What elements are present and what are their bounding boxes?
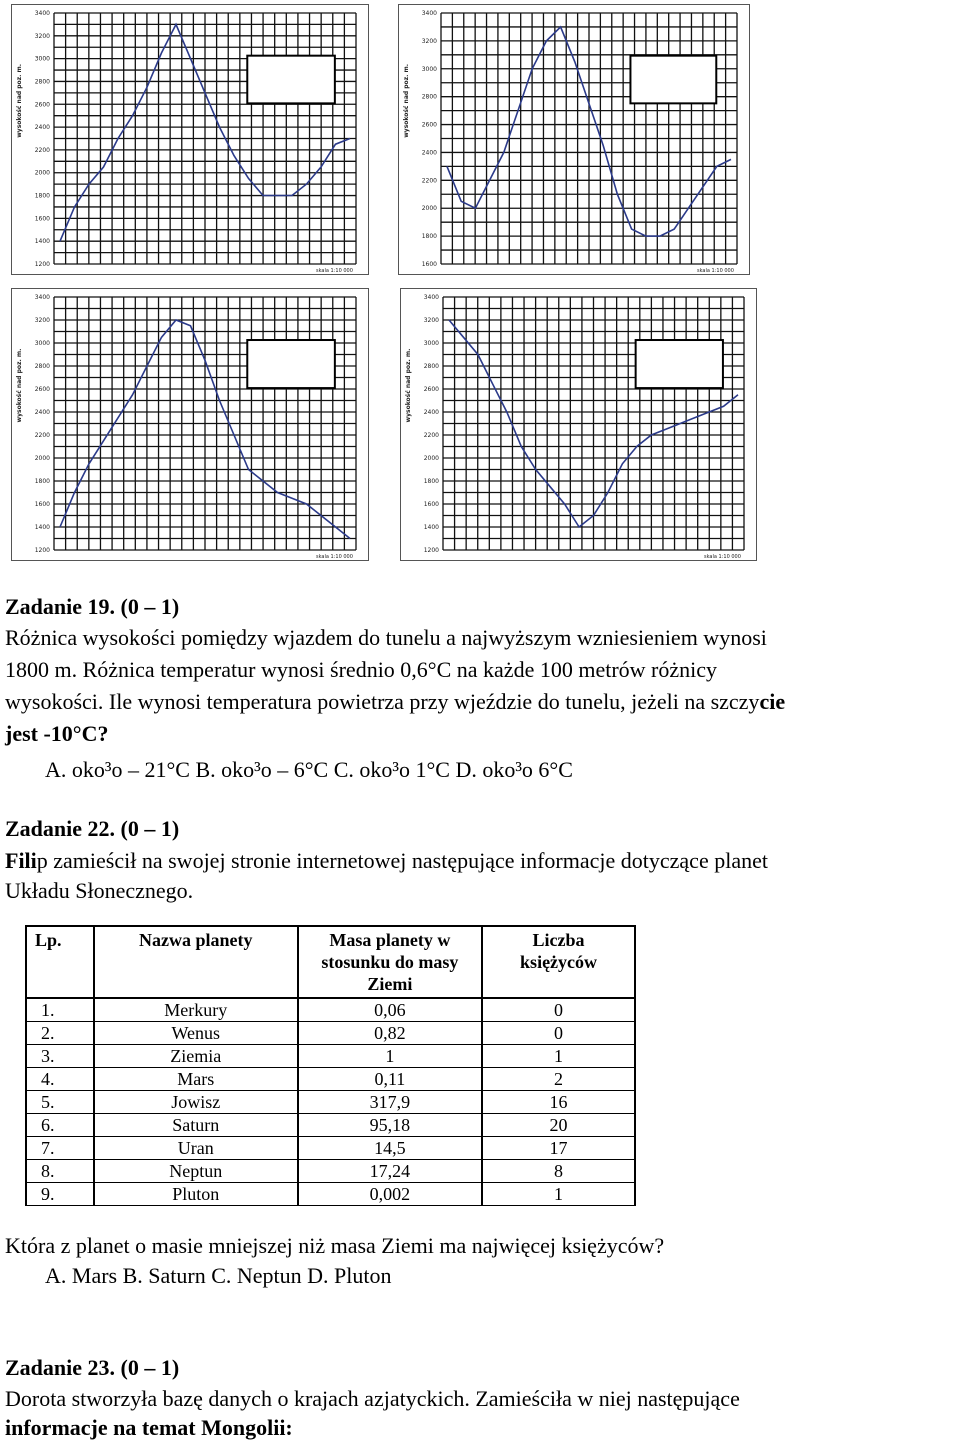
profile-graph-4-svg xyxy=(401,289,756,560)
task-23-line-1: Dorota stworzyła bazę danych o krajach azjatyckich. Zamieściła w niej następujące xyxy=(5,1386,740,1411)
row-mass: 0,82 xyxy=(298,1022,482,1045)
scale-label: skala 1:10 000 xyxy=(704,554,741,560)
tick-label: 1400 xyxy=(34,524,50,531)
tick-label: 2000 xyxy=(421,205,437,213)
task-19-line-2: 1800 m. Różnica temperatur wynosi średnio 0,6°C na każde 100 metrów różnicy xyxy=(5,657,718,682)
planet-table xyxy=(25,925,636,1206)
row-moons: 8 xyxy=(482,1160,635,1183)
tick-label: 2600 xyxy=(34,386,50,393)
task-19-line-3-plain: wysokości. Ile wynosi temperatura powietrza przy wjeździe do tunelu, jeżeli na szczy xyxy=(5,689,760,714)
answer-box xyxy=(247,56,335,104)
tick-label: 2800 xyxy=(423,363,439,370)
tick-label: 3200 xyxy=(421,37,437,45)
tick-label: 2800 xyxy=(34,363,50,370)
task-19-line-1: Różnica wysokości pomiędzy wjazdem do tunelu a najwyższym wzniesieniem wynosi xyxy=(5,625,767,650)
tick-label: 3000 xyxy=(421,65,437,73)
tick-label: 2200 xyxy=(423,432,439,439)
tick-label: 1200 xyxy=(34,261,50,268)
task-19-title: Zadanie 19. (0 – 1) xyxy=(5,594,180,619)
row-mass: 0,06 xyxy=(298,998,482,1022)
row-moons: 0 xyxy=(482,1022,635,1045)
table-row xyxy=(26,1068,635,1091)
tick-label: 2400 xyxy=(34,124,50,132)
row-planet: Ziemia xyxy=(94,1045,298,1068)
task-22-line-2: Układu Słonecznego. xyxy=(5,878,194,903)
row-mass: 1 xyxy=(298,1045,482,1068)
task-19-line-3 xyxy=(5,688,785,716)
row-moons: 0 xyxy=(482,998,635,1022)
tick-label: 1200 xyxy=(34,547,50,554)
tick-label: 2200 xyxy=(34,432,50,439)
tick-label: 1400 xyxy=(34,238,50,246)
row-moons: 16 xyxy=(482,1091,635,1114)
answer-box xyxy=(630,56,716,104)
tick-label: 2800 xyxy=(34,78,50,86)
row-lp: 7. xyxy=(26,1137,94,1160)
row-moons: 17 xyxy=(482,1137,635,1160)
tick-label: 2000 xyxy=(34,169,50,177)
scale-label: skala 1:10 000 xyxy=(316,554,353,560)
task-22-line-1-bold: Fili xyxy=(5,848,37,873)
profile-graph-2 xyxy=(398,4,750,275)
tick-label: 2800 xyxy=(421,93,437,101)
axis-label: wysokość nad poz. m. xyxy=(16,348,23,423)
task-23-title: Zadanie 23. (0 – 1) xyxy=(5,1355,180,1380)
profile-graph-2-svg xyxy=(399,5,749,274)
row-planet: Mars xyxy=(94,1068,298,1091)
table-row xyxy=(26,1022,635,1045)
row-planet: Merkury xyxy=(94,998,298,1022)
tick-label: 1600 xyxy=(421,261,437,268)
task-19-line-4: jest -10°C? xyxy=(5,721,109,746)
row-planet: Pluton xyxy=(94,1183,298,1206)
table-row xyxy=(26,1091,635,1114)
tick-label: 1800 xyxy=(34,192,50,200)
profile-graph-1-svg xyxy=(12,5,368,274)
scale-label: skala 1:10 000 xyxy=(316,268,353,274)
tick-label: 2400 xyxy=(423,409,439,416)
row-lp: 2. xyxy=(26,1022,94,1045)
row-lp: 1. xyxy=(26,998,94,1022)
row-planet: Neptun xyxy=(94,1160,298,1183)
row-moons: 1 xyxy=(482,1183,635,1206)
header-mass: Masa planety w stosunku do masy Ziemi xyxy=(298,926,482,998)
axis-label: wysokość nad poz. m. xyxy=(405,348,412,423)
tick-label: 1800 xyxy=(34,478,50,485)
table-row xyxy=(26,1160,635,1183)
row-mass: 0,11 xyxy=(298,1068,482,1091)
row-lp: 8. xyxy=(26,1160,94,1183)
task-22-question: Która z planet o masie mniejszej niż masa Ziemi ma najwięcej księżyców? xyxy=(5,1233,665,1258)
row-lp: 3. xyxy=(26,1045,94,1068)
tick-label: 2200 xyxy=(421,177,437,185)
tick-label: 1800 xyxy=(423,478,439,485)
tick-label: 2400 xyxy=(421,149,437,157)
task-19-options: A. oko³o – 21°C B. oko³o – 6°C C. oko³o 1°C D. oko³o 6°C xyxy=(45,757,573,782)
axis-label: wysokość nad poz. m. xyxy=(403,63,410,138)
tick-label: 3200 xyxy=(34,32,50,40)
tick-label: 2000 xyxy=(423,455,439,462)
tick-label: 1600 xyxy=(423,501,439,508)
header-planet-name: Nazwa planety xyxy=(94,926,298,998)
row-planet: Saturn xyxy=(94,1114,298,1137)
tick-label: 2600 xyxy=(421,121,437,129)
row-moons: 2 xyxy=(482,1068,635,1091)
axis-label: wysokość nad poz. m. xyxy=(16,63,23,138)
table-row xyxy=(26,1183,635,1206)
row-mass: 0,002 xyxy=(298,1183,482,1206)
tick-label: 2200 xyxy=(34,146,50,154)
answer-box xyxy=(636,340,723,388)
task-22-options: A. Mars B. Saturn C. Neptun D. Pluton xyxy=(45,1263,392,1288)
row-moons: 1 xyxy=(482,1045,635,1068)
header-lp: Lp. xyxy=(26,926,94,998)
tick-label: 3400 xyxy=(421,10,437,17)
row-mass: 14,5 xyxy=(298,1137,482,1160)
profile-graph-3 xyxy=(11,288,369,561)
row-lp: 9. xyxy=(26,1183,94,1206)
profile-graph-4 xyxy=(400,288,757,561)
row-planet: Uran xyxy=(94,1137,298,1160)
table-row xyxy=(26,1045,635,1068)
tick-label: 3400 xyxy=(423,294,439,301)
row-planet: Jowisz xyxy=(94,1091,298,1114)
scale-label: skala 1:10 000 xyxy=(697,268,734,274)
task-23-line-2: informacje na temat Mongolii: xyxy=(5,1415,293,1440)
table-row xyxy=(26,998,635,1022)
tick-label: 3000 xyxy=(34,55,50,63)
tick-label: 3000 xyxy=(423,340,439,347)
row-moons: 20 xyxy=(482,1114,635,1137)
task-22-title: Zadanie 22. (0 – 1) xyxy=(5,816,180,841)
tick-label: 1200 xyxy=(423,547,439,554)
row-lp: 4. xyxy=(26,1068,94,1091)
tick-label: 3000 xyxy=(34,340,50,347)
profile-graph-3-svg xyxy=(12,289,368,560)
row-lp: 5. xyxy=(26,1091,94,1114)
header-moons: Liczba księżyców xyxy=(482,926,635,998)
row-mass: 317,9 xyxy=(298,1091,482,1114)
row-planet: Wenus xyxy=(94,1022,298,1045)
profile-graph-1 xyxy=(11,4,369,275)
tick-label: 1800 xyxy=(421,233,437,241)
tick-label: 3400 xyxy=(34,294,50,301)
tick-label: 3400 xyxy=(34,10,50,17)
tick-label: 1400 xyxy=(423,524,439,531)
row-lp: 6. xyxy=(26,1114,94,1137)
planet-table-header xyxy=(26,926,635,998)
answer-box xyxy=(247,340,335,388)
task-19-line-3-bold: cie xyxy=(759,689,786,714)
task-22-line-1-plain: p zamieścił na swojej stronie internetowej następujące informacje dotyczące planet xyxy=(36,848,768,873)
row-mass: 17,24 xyxy=(298,1160,482,1183)
tick-label: 2600 xyxy=(423,386,439,393)
task-22-line-1 xyxy=(5,847,768,875)
row-mass: 95,18 xyxy=(298,1114,482,1137)
tick-label: 3200 xyxy=(423,317,439,324)
tick-label: 2000 xyxy=(34,455,50,462)
table-row xyxy=(26,1137,635,1160)
tick-label: 2600 xyxy=(34,101,50,109)
tick-label: 1600 xyxy=(34,215,50,223)
tick-label: 1600 xyxy=(34,501,50,508)
tick-label: 3200 xyxy=(34,317,50,324)
table-row xyxy=(26,1114,635,1137)
tick-label: 2400 xyxy=(34,409,50,416)
